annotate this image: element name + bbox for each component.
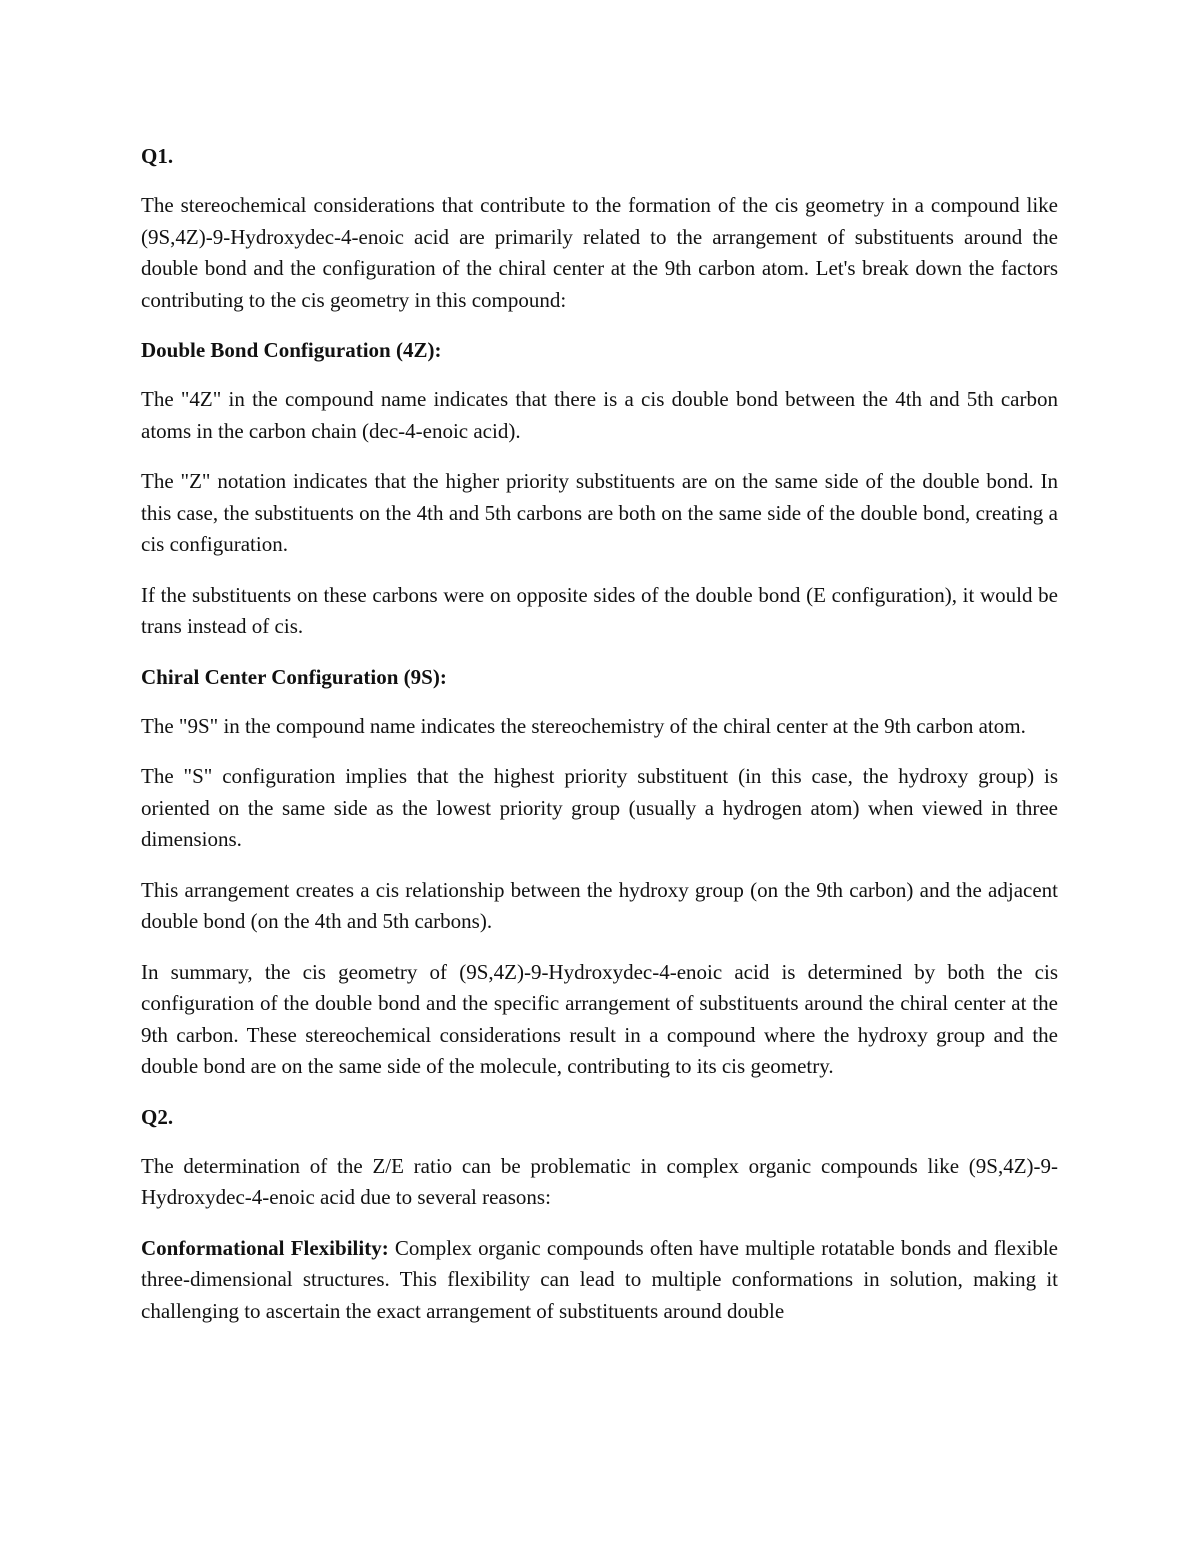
chiral-center-heading: Chiral Center Configuration (9S): [141,664,447,689]
double-bond-paragraph-1: The "4Z" in the compound name indicates that there is a cis double bond between the 4th and 5th carbon atoms in the carbon chain (dec-4-enoic acid). [141,387,1058,443]
q1-summary-paragraph: In summary, the cis geometry of (9S,4Z)-9-Hydroxydec-4-enoic acid is determined by both the cis configuration of the double bond and the specific arrangement of substituents around the chiral center at the 9th carbon. These stereochemical considerations result in a compound where the hydroxy group and the double bond are on the same side of the molecule, contributing to its cis geometry. [141,959,1058,1078]
chiral-center-paragraph-2: The "S" configuration implies that the highest priority substituent (in this case, the hydroxy group) is oriented on the same side as the lowest priority group (usually a hydrogen atom) when viewed in three dimensions. [141,764,1058,851]
chiral-center-paragraph-3: This arrangement creates a cis relationship between the hydroxy group (on the 9th carbon) and the adjacent double bond (on the 4th and 5th carbons). [141,877,1058,933]
double-bond-paragraph-3: If the substituents on these carbons were on opposite sides of the double bond (E configuration), it would be trans instead of cis. [141,582,1058,638]
q2-heading: Q2. [141,1104,174,1129]
double-bond-paragraph-2: The "Z" notation indicates that the higher priority substituents are on the same side of the double bond. In this case, the substituents on the 4th and 5th carbons are both on the same side of the double bond, creating a cis configuration. [141,469,1058,556]
chiral-center-paragraph-1: The "9S" in the compound name indicates the stereochemistry of the chiral center at the 9th carbon atom. [141,713,1026,738]
q2-intro-paragraph: The determination of the Z/E ratio can be problematic in complex organic compounds like (9S,4Z)-9-Hydroxydec-4-enoic acid due to several reasons: [141,1153,1058,1209]
q1-heading: Q1. [141,144,174,168]
double-bond-heading: Double Bond Configuration (4Z): [141,338,442,362]
q1-intro-paragraph: The stereochemical considerations that contribute to the formation of the cis geometry in a compound like (9S,4Z)-9-Hydroxydec-4-enoic acid are primarily related to the arrangement of substituents around the double bond and the configuration of the chiral center at the 9th carbon atom. Let's break down the factors contributing to the cis geometry in this compound: [141,193,1058,312]
document-body [141,141,1058,1327]
conformational-flexibility-paragraph [141,1233,1058,1328]
conformational-flexibility-text: Complex organic compounds often have multiple rotatable bonds and flexible three-dimensional structures. This flexibility can lead to multiple conformations in solution, making it challenging to ascertain the exact arrangement of substituents around double [141,1235,1058,1323]
conformational-flexibility-lead: Conformational Flexibility: [141,1235,389,1260]
